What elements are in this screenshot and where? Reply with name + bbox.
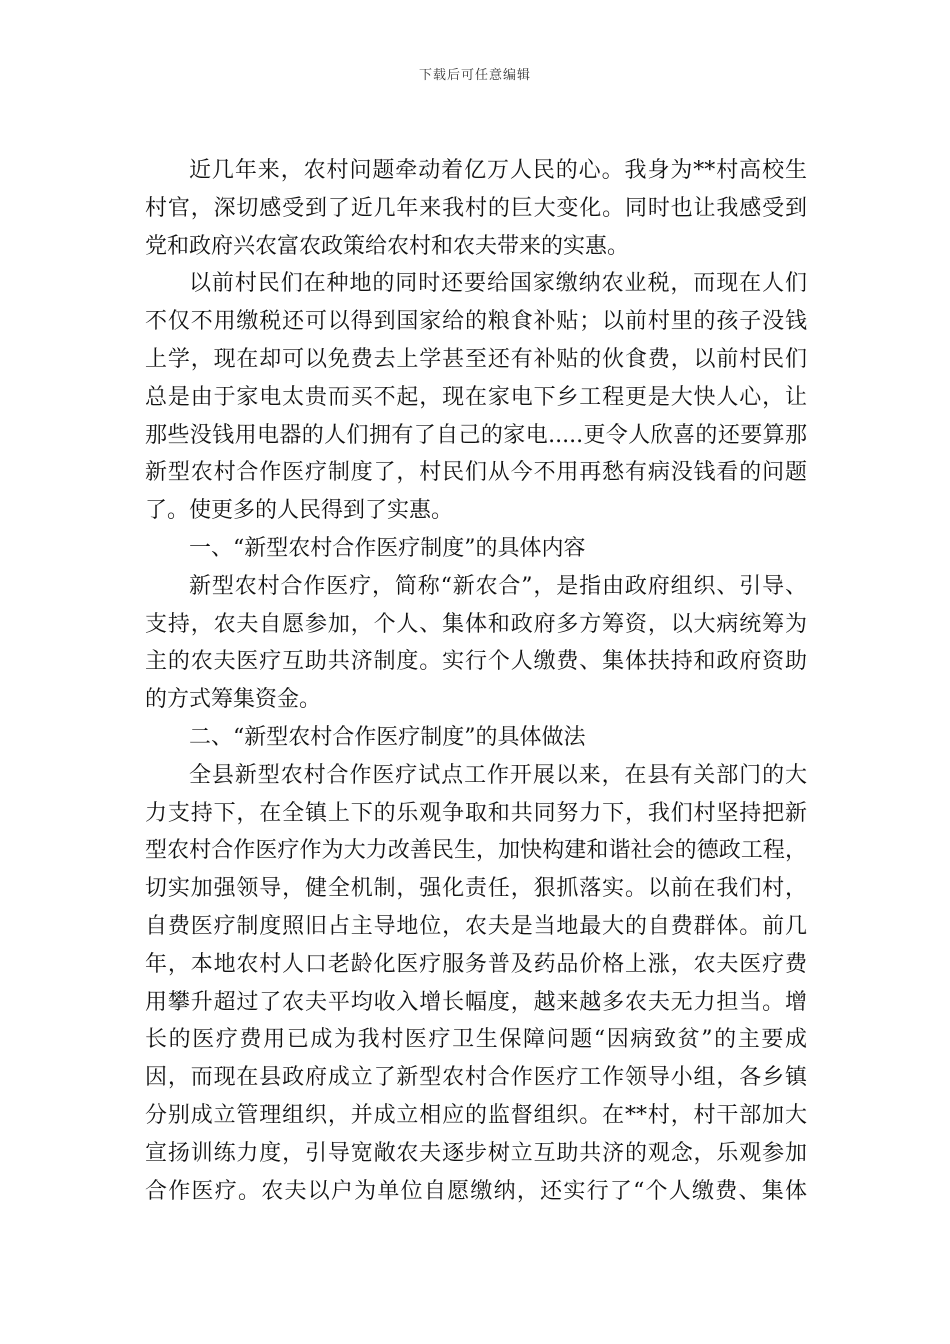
- text-line: 支持，农夫自愿参加，个人、集体和政府多方筹资，以大病统筹为: [145, 611, 807, 637]
- text-line: 村官，深切感受到了近几年来我村的巨大变化。同时也让我感受到: [145, 195, 807, 221]
- text-line: 新型农村合作医疗，简称“新农合”，是指由政府组织、引导、: [189, 573, 807, 599]
- section-heading: 一、“新型农村合作医疗制度”的具体内容: [189, 535, 586, 561]
- text-line: 上学，现在却可以免费去上学甚至还有补贴的伙食费，以前村民们: [145, 346, 807, 372]
- text-line: 以前村民们在种地的同时还要给国家缴纳农业税，而现在人们: [189, 271, 807, 297]
- text-line: 年，本地农村人口老龄化医疗服务普及药品价格上涨，农夫医疗费: [145, 951, 807, 977]
- text-line: 党和政府兴农富农政策给农村和农夫带来的实惠。: [145, 233, 630, 259]
- text-line: 用攀升超过了农夫平均收入增长幅度，越来越多农夫无力担当。增: [145, 989, 807, 1015]
- text-line: 合作医疗。农夫以户为单位自愿缴纳，还实行了“个人缴费、集体: [145, 1178, 807, 1204]
- text-line: 新型农村合作医疗制度了，村民们从今不用再愁有病没钱看的问题: [145, 460, 807, 486]
- text-line: 全县新型农村合作医疗试点工作开展以来，在县有关部门的大: [189, 762, 807, 788]
- text-line: 力支持下，在全镇上下的乐观争取和共同努力下，我们村坚持把新: [145, 800, 807, 826]
- text-line: 那些没钱用电器的人们拥有了自己的家电.....更令人欣喜的还要算那: [145, 422, 807, 448]
- text-line: 的方式筹集资金。: [145, 687, 322, 713]
- text-line: 切实加强领导，健全机制，强化责任，狠抓落实。以前在我们村，: [145, 876, 807, 902]
- text-line: 长的医疗费用已成为我村医疗卫生保障问题“因病致贫”的主要成: [145, 1027, 807, 1053]
- text-line: 自费医疗制度照旧占主导地位，农夫是当地最大的自费群体。前几: [145, 913, 807, 939]
- text-line: 因，而现在县政府成立了新型农村合作医疗工作领导小组，各乡镇: [145, 1065, 807, 1091]
- section-heading: 二、“新型农村合作医疗制度”的具体做法: [189, 724, 586, 750]
- text-line: 宣扬训练力度，引导宽敞农夫逐步树立互助共济的观念，乐观参加: [145, 1140, 807, 1166]
- page-header: 下载后可任意编辑: [418, 68, 531, 83]
- text-line: 了。使更多的人民得到了实惠。: [145, 498, 454, 524]
- text-line: 总是由于家电太贵而买不起，现在家电下乡工程更是大快人心，让: [145, 384, 807, 410]
- text-line: 主的农夫医疗互助共济制度。实行个人缴费、集体扶持和政府资助: [145, 649, 807, 675]
- text-line: 不仅不用缴税还可以得到国家给的粮食补贴；以前村里的孩子没钱: [145, 309, 807, 335]
- text-line: 近几年来，农村问题牵动着亿万人民的心。我身为**村高校生: [189, 158, 807, 183]
- document-body: [145, 152, 807, 1210]
- text-line: 型农村合作医疗作为大力改善民生，加快构建和谐社会的德政工程，: [145, 838, 807, 864]
- text-line: 分别成立管理组织，并成立相应的监督组织。在**村，村干部加大: [145, 1102, 807, 1128]
